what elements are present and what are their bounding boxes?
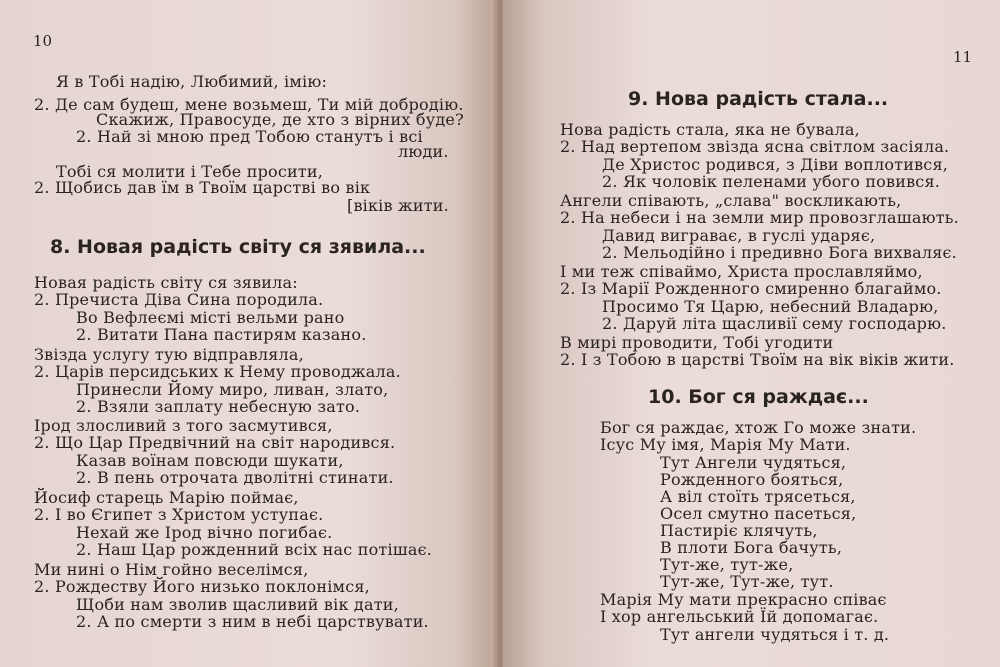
verse-line: 2. Взяли заплату небесную зато. [76, 397, 361, 416]
verse-line: 2. Витати Пана пастирям казано. [76, 325, 367, 344]
verse-line: 2. Царів персидських к Нему проводжала. [34, 362, 401, 381]
verse-line: Просимо Тя Царю, небесний Владарю, [602, 297, 939, 316]
verse-line: 2. На небеси і на земли мир провозглашають. [560, 208, 959, 227]
verse-line: Давид виграває, в гуслі ударяє, [602, 226, 876, 245]
song-heading: 10. Бог ся раждає... [648, 386, 869, 408]
song-heading: 8. Новая радість світу ся зявила... [50, 236, 426, 258]
verse-line: Осел смутно пасеться, [660, 504, 857, 523]
right-page [503, 0, 1000, 667]
verse-line: 2. Най зі мною пред Тобою станутъ і всі [76, 127, 423, 146]
song-heading: 9. Нова радість стала... [628, 88, 889, 110]
verse-line: 2. Рождеству Його низько поклонімся, [34, 577, 370, 596]
verse-line: Тут-же, тут-же, [660, 555, 794, 574]
verse-line: 2. Пречиста Діва Сина породила. [34, 290, 324, 309]
verse-line: Пастиріє клячуть, [660, 521, 818, 540]
verse-line: 2. Мельодійно і предивно Бога вихваляє. [602, 243, 957, 262]
verse-line: Бог ся раждає, хтож Го може знати. [600, 418, 917, 437]
verse-line: 2. Із Марії Рожденного смиренно благаймо. [560, 279, 942, 298]
verse-line: Тут ангели чудяться і т. д. [660, 625, 890, 644]
verse-line: 2. І во Єгипет з Христом уступає. [34, 505, 324, 524]
verse-line: Скажиж, Правосуде, де хто з вірних буде? [96, 110, 464, 129]
verse-line: 2. Наш Цар рожденний всіх нас потішає. [76, 540, 433, 559]
verse-line: В плоти Бога бачуть, [660, 538, 843, 557]
verse-line: В мирі проводити, Тобі угодити [560, 333, 834, 352]
verse-line: [віків жити. [347, 196, 449, 215]
page-number: 11 [953, 48, 973, 66]
verse-line: Казав воїнам повсюди шукати, [76, 451, 344, 470]
verse-line: Тут-же, Тут-же, тут. [660, 572, 834, 591]
left-page [0, 0, 497, 667]
verse-line: Нова радість стала, яка не бувала, [560, 120, 860, 139]
verse-line: Ангели співають, „слава" воскликають, [560, 191, 902, 210]
verse-line: 2. Над вертепом звізда ясна світлом засіяла. [560, 137, 950, 156]
verse-line: І хор ангельський Їй допомагає. [600, 607, 879, 626]
verse-line: Йосиф старець Марію поймає, [34, 488, 299, 507]
verse-line: Ірод злосливий з того засмутився, [34, 416, 333, 435]
verse-line: 2. Як чоловік пеленами убого повився. [602, 172, 941, 191]
verse-line: люди. [398, 142, 449, 161]
verse-line: Щоби нам зволив щасливий вік дати, [76, 595, 399, 614]
verse-line: 2. Даруй літа щасливії сему господарю. [602, 314, 947, 333]
page-number: 10 [33, 32, 53, 50]
verse-line: Тут Ангели чудяться, [660, 453, 847, 472]
verse-line: Рожденного бояться, [660, 470, 844, 489]
verse-line: 2. В пень отрочата дволітні стинати. [76, 468, 394, 487]
verse-line: 2. А по смерти з ним в небі царствувати. [76, 612, 429, 631]
verse-line: Звізда услугу тую відправляла, [34, 345, 304, 364]
verse-line: Нехай же Ірод вічно погибає. [76, 523, 333, 542]
verse-line: Принесли Йому миро, ливан, злато, [76, 380, 389, 399]
verse-line: Я в Тобі надію, Любимий, імію: [56, 72, 328, 91]
verse-line: Марія Му мати прекрасно співає [600, 590, 887, 609]
verse-line: І ми теж співаймо, Христа прославляймо, [560, 262, 923, 281]
verse-line: Новая радість світу ся зявила: [34, 273, 298, 292]
verse-line: Во Вефлеємі місті вельми рано [76, 308, 345, 327]
verse-line: 2. Де сам будеш, мене возьмеш, Ти мій добродію. [34, 95, 464, 114]
verse-line: 2. Щобись дав їм в Твоїм царстві во вік [34, 178, 371, 197]
verse-line: Тобі ся молити і Тебе просити, [56, 162, 324, 181]
verse-line: Ісус Му імя, Марія Му Мати. [600, 435, 851, 454]
verse-line: Де Христос родився, з Діви воплотився, [602, 155, 949, 174]
verse-line: Ми нині о Нім гойно веселімся, [34, 560, 309, 579]
verse-line: 2. І з Тобою в царстві Твоїм на вік віків жити. [560, 350, 955, 369]
verse-line: 2. Що Цар Предвічний на світ народився. [34, 433, 396, 452]
verse-line: А віл стоїть трясеться, [660, 487, 856, 506]
